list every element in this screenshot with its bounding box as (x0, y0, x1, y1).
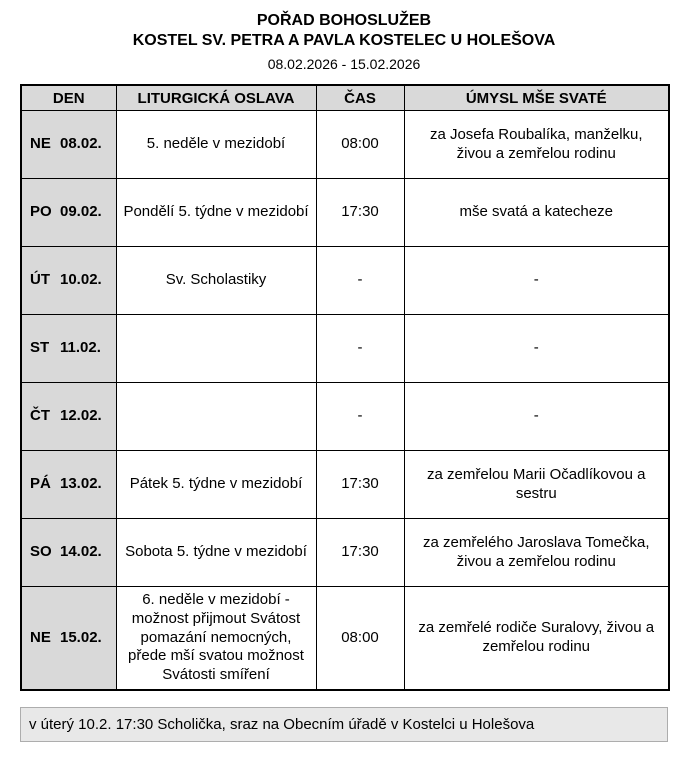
intention-cell: - (404, 315, 669, 383)
intention-cell: za zemřelé rodiče Suralovy, živou a zemřelou rodinu (404, 587, 669, 690)
day-abbr: ÚT (30, 271, 50, 289)
day-cell (21, 587, 116, 690)
column-header-day: DEN (21, 85, 116, 111)
time-cell: 08:00 (316, 111, 404, 179)
day-cell (21, 451, 116, 519)
day-abbr: ST (30, 339, 50, 357)
table-row (21, 179, 669, 247)
time-cell: 08:00 (316, 587, 404, 690)
column-header-time: ČAS (316, 85, 404, 111)
day-cell (21, 315, 116, 383)
intention-cell: - (404, 247, 669, 315)
day-date: 08.02. (60, 135, 102, 153)
celebration-cell: 6. neděle v mezidobí - možnost přijmout Svátost pomazání nemocných, přede mší svatou možnost Svátosti smíření (116, 587, 316, 690)
day-cell (21, 383, 116, 451)
day-cell (21, 179, 116, 247)
page-header (20, 12, 668, 72)
celebration-cell: 5. neděle v mezidobí (116, 111, 316, 179)
day-date: 14.02. (60, 543, 102, 561)
time-cell: 17:30 (316, 451, 404, 519)
time-cell: - (316, 315, 404, 383)
table-row (21, 247, 669, 315)
day-abbr: SO (30, 543, 52, 561)
column-header-celebration: LITURGICKÁ OSLAVA (116, 85, 316, 111)
day-cell (21, 247, 116, 315)
date-range: 08.02.2026 - 15.02.2026 (267, 56, 421, 72)
church-name: KOSTEL SV. PETRA A PAVLA KOSTELEC U HOLEŠOVA (132, 32, 556, 49)
day-abbr: PÁ (30, 475, 51, 493)
table-row (21, 315, 669, 383)
table-row (21, 111, 669, 179)
schedule-table (20, 84, 670, 691)
column-header-intention: ÚMYSL MŠE SVATÉ (404, 85, 669, 111)
day-date: 12.02. (60, 407, 102, 425)
day-date: 10.02. (60, 271, 102, 289)
day-date: 13.02. (60, 475, 102, 493)
intention-cell: za zemřelou Marii Očadlíkovou a sestru (404, 451, 669, 519)
day-abbr: ČT (30, 407, 50, 425)
celebration-cell: Sv. Scholastiky (116, 247, 316, 315)
table-row (21, 519, 669, 587)
celebration-cell: Sobota 5. týdne v mezidobí (116, 519, 316, 587)
intention-cell: - (404, 383, 669, 451)
day-abbr: NE (30, 628, 51, 646)
day-date: 15.02. (60, 628, 102, 646)
celebration-cell (116, 383, 316, 451)
day-abbr: NE (30, 135, 51, 153)
intention-cell: za zemřelého Jaroslava Tomečka, živou a zemřelou rodinu (404, 519, 669, 587)
day-date: 11.02. (60, 339, 101, 357)
page-title: POŘAD BOHOSLUŽEB (256, 12, 432, 29)
time-cell: - (316, 383, 404, 451)
celebration-cell: Pondělí 5. týdne v mezidobí (116, 179, 316, 247)
celebration-cell: Pátek 5. týdne v mezidobí (116, 451, 316, 519)
day-abbr: PO (30, 203, 52, 221)
celebration-cell (116, 315, 316, 383)
time-cell: 17:30 (316, 179, 404, 247)
table-row (21, 383, 669, 451)
intention-cell: mše svatá a katecheze (404, 179, 669, 247)
intention-cell: za Josefa Roubalíka, manželku, živou a zemřelou rodinu (404, 111, 669, 179)
footer-note: v úterý 10.2. 17:30 Scholička, sraz na Obecním úřadě v Kostelci u Holešova (20, 707, 668, 742)
time-cell: - (316, 247, 404, 315)
day-date: 09.02. (60, 203, 102, 221)
table-header-row (21, 85, 669, 111)
table-row (21, 587, 669, 690)
day-cell (21, 519, 116, 587)
day-cell (21, 111, 116, 179)
time-cell: 17:30 (316, 519, 404, 587)
table-row (21, 451, 669, 519)
